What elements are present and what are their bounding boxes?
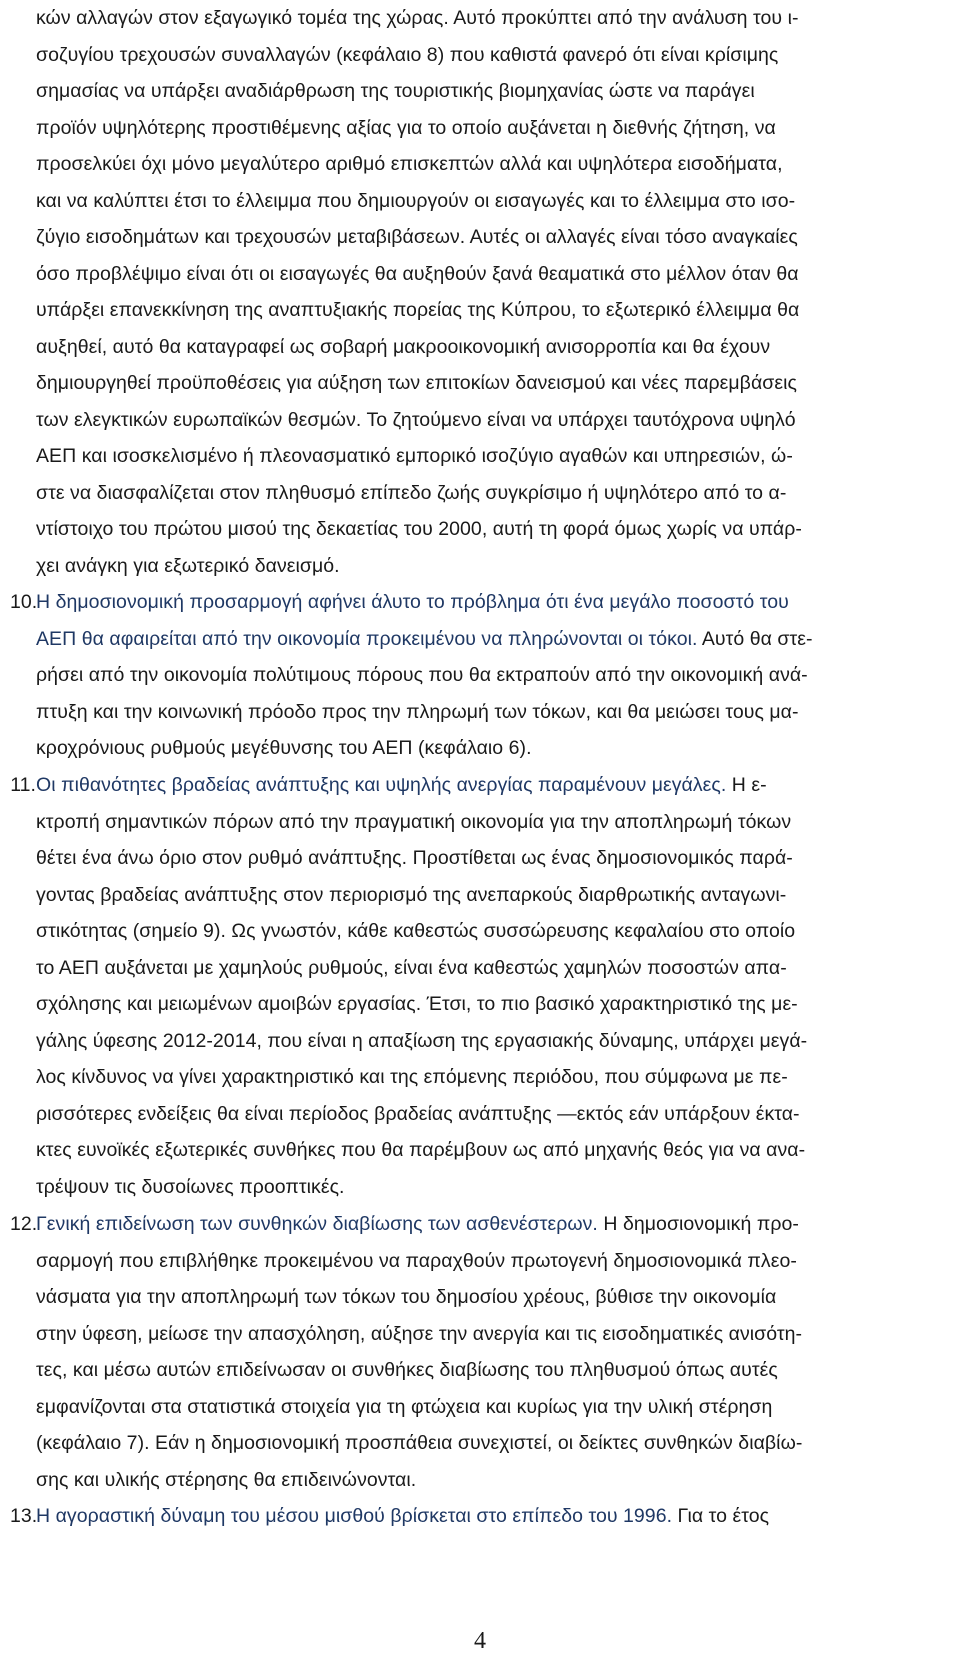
item-body	[36, 584, 928, 767]
item-number: 11.	[10, 774, 36, 796]
text-line: στην ύφεση, μείωσε την απασχόληση, αύξησε την ανεργία και τις εισοδηματικές ανισότη-	[36, 1322, 803, 1345]
text-line: ΑΕΠ και ισοσκελισμένο ή πλεονασματικό εμπορικό ισοζύγιο αγαθών και υπηρεσιών, ώ-	[36, 445, 793, 467]
item-heading: Η αγοραστική δύναμη του μέσου μισθού βρίσκεται στο επίπεδο του 1996.	[36, 1505, 673, 1527]
text-line: γάλης ύφεσης 2012-2014, που είναι η απαξίωση της εργασιακής δύναμης, υπάρχει μεγά-	[36, 1029, 808, 1052]
text-line: κτες ευνοϊκές εξωτερικές συνθήκες που θα παρέμβουν ως από μηχανής θεός για να ανα-	[36, 1139, 806, 1161]
item-text: Η δημοσιονομική προ-	[597, 1213, 799, 1235]
text-line: χει ανάγκη για εξωτερικό δανεισμό.	[36, 554, 340, 577]
heading-line	[36, 584, 928, 621]
text-line: στε να διασφαλίζεται στον πληθυσμό επίπεδο ζωής συγκρίσιμο ή υψηλότερο από το α-	[36, 481, 787, 504]
item-body	[36, 1498, 928, 1535]
item-number: 10.	[10, 591, 38, 613]
text-line: προϊόν υψηλότερης προστιθέμενης αξίας για το οποίο αυξάνεται η διεθνής ζήτηση, να	[36, 116, 776, 139]
text-line: των ελεγκτικών ευρωπαϊκών θεσμών. Το ζητούμενο είναι να υπάρχει ταυτόχρονα υψηλό	[36, 408, 796, 431]
text-line: (κεφάλαιο 7). Εάν η δημοσιονομική προσπάθεια συνεχιστεί, οι δείκτες συνθηκών διαβίω-	[36, 1432, 803, 1454]
text-line: δημιουργηθεί προϋποθέσεις για αύξηση των επιτοκίων δανεισμού και νέες παρεμβάσεις	[36, 372, 797, 394]
text-line: νάσματα για την αποπληρωμή των τόκων του δημοσίου χρέους, βύθισε την οικονομία	[36, 1286, 777, 1308]
text-line: ρισσότερες ενδείξεις θα είναι περίοδος βραδείας ανάπτυξης —εκτός εάν υπάρξουν έκτα-	[36, 1102, 800, 1125]
heading-line	[36, 1498, 928, 1535]
text-line: σης και υλικής στέρησης θα επιδεινώνονται.	[36, 1468, 417, 1491]
intro-paragraph	[36, 0, 928, 584]
text-line: υπάρξει επανεκκίνηση της αναπτυξιακής πορείας της Κύπρου, το εξωτερικό έλλειμμα θα	[36, 299, 800, 321]
text-line: ρήσει από την οικονομία πολύτιμους πόρους που θα εκτραπούν από την οικονομική ανά-	[36, 664, 808, 686]
item-heading: Γενική επιδείνωση των συνθηκών διαβίωσης των ασθενέστερων.	[36, 1213, 598, 1235]
text-line: κών αλλαγών στον εξαγωγικό τομέα της χώρας. Αυτό προκύπτει από την ανάλυση του ι-	[36, 7, 799, 29]
item-heading: Οι πιθανότητες βραδείας ανάπτυξης και υψηλής ανεργίας παραμένουν μεγάλες.	[36, 774, 727, 796]
text-line: σαρμογή που επιβλήθηκε προκειμένου να παραχθούν πρωτογενή δημοσιονομικά πλεο-	[36, 1249, 797, 1272]
text-line: ντίστοιχο του πρώτου μισού της δεκαετίας του 2000, αυτή τη φορά όμως χωρίς να υπάρ-	[36, 518, 802, 540]
item-body	[36, 1206, 928, 1498]
text-line: ζύγιο εισοδημάτων και τρεχουσών μεταβιβάσεων. Αυτές οι αλλαγές είναι τόσο αναγκαίες	[36, 226, 798, 248]
text-line: αυξηθεί, αυτό θα καταγραφεί ως σοβαρή μακροοικονομική ανισορροπία και θα έχουν	[36, 335, 771, 358]
item-heading: ΑΕΠ θα αφαιρείται από την οικονομία προκειμένου να πληρώνονται οι τόκοι.	[36, 627, 698, 650]
item-text: Η ε-	[726, 774, 767, 796]
text-line: τρέψουν τις δυσοίωνες προοπτικές.	[36, 1175, 345, 1198]
text-line: πτυξη και την κοινωνική πρόοδο προς την πληρωμή των τόκων, και θα μειώσει τους μα-	[36, 700, 799, 723]
page-number: 4	[473, 1628, 487, 1654]
text-line: κροχρόνιους ρυθμούς μεγέθυνσης του ΑΕΠ (κεφάλαιο 6).	[36, 737, 532, 759]
item-text: Για το έτος	[672, 1505, 770, 1527]
item-body	[36, 767, 928, 1205]
item-number: 12.	[10, 1213, 38, 1235]
text-line: λος κίνδυνος να γίνει χαρακτηριστικό και της επόμενης περιόδου, που σύμφωνα με πε-	[36, 1066, 788, 1088]
heading-line	[36, 767, 928, 804]
text-line: σημασίας να υπάρξει αναδιάρθρωση της τουριστικής βιομηχανίας ώστε να παράγει	[36, 80, 755, 102]
text-line: προσελκύει όχι μόνο μεγαλύτερο αριθμό επισκεπτών αλλά και υψηλότερα εισοδήματα,	[36, 153, 783, 175]
text-line: σχόλησης και μειωμένων αμοιβών εργασίας. Έτσι, το πιο βασικό χαρακτηριστικό της με-	[36, 993, 798, 1015]
heading-line	[36, 621, 928, 658]
item-heading: Η δημοσιονομική προσαρμογή αφήνει άλυτο το πρόβλημα ότι ένα μεγάλο ποσοστό του	[36, 591, 789, 613]
heading-line	[36, 1206, 928, 1243]
text-line: θέτει ένα άνω όριο στον ρυθμό ανάπτυξης. Προστίθεται ως ένας δημοσιονομικός παρά-	[36, 847, 793, 869]
text-line: και να καλύπτει έτσι το έλλειμμα που δημιουργούν οι εισαγωγές και το έλλειμμα στο ισο-	[36, 189, 796, 212]
text-line: τες, και μέσω αυτών επιδείνωσαν οι συνθήκες διαβίωσης του πληθυσμού όπως αυτές	[36, 1359, 778, 1381]
text-line: στικότητας (σημείο 9). Ως γνωστόν, κάθε καθεστώς συσσώρευσης κεφαλαίου στο οποίο	[36, 920, 796, 942]
text-line: το ΑΕΠ αυξάνεται με χαμηλούς ρυθμούς, είναι ένα καθεστώς χαμηλών ποσοστών απα-	[36, 956, 787, 979]
text-line: γοντας βραδείας ανάπτυξης στον περιορισμό της ανεπαρκούς διαρθρωτικής ανταγωνι-	[36, 883, 787, 906]
text-line: κτροπή σημαντικών πόρων από την πραγματική οικονομία για την αποπληρωμή τόκων	[36, 810, 792, 833]
item-number: 13.	[10, 1505, 38, 1527]
text-line: εμφανίζονται στα στατιστικά στοιχεία για τη φτώχεια και κυρίως για την υλική στέρηση	[36, 1395, 773, 1418]
text-line: σοζυγίου τρεχουσών συναλλαγών (κεφάλαιο 8) που καθιστά φανερό ότι είναι κρίσιμης	[36, 43, 779, 66]
item-text: Αυτό θα στε-	[697, 627, 813, 650]
text-line: όσο προβλέψιμο είναι ότι οι εισαγωγές θα αυξηθούν ξανά θεαματικά στο μέλλον όταν θα	[36, 262, 799, 285]
